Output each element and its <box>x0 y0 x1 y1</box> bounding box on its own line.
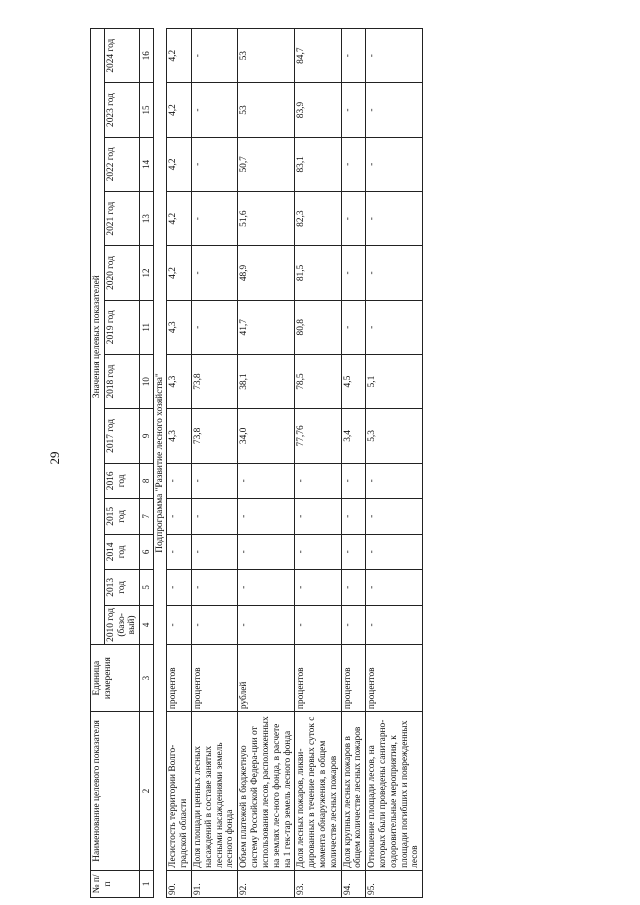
indicator-name-cell: Доля крупных лесных пожаров в общем количестве лесных пожаров <box>341 712 366 871</box>
indicator-name-cell: Лесистость территории Волго-градской области <box>167 712 192 871</box>
value-cell: 83,9 <box>295 83 341 137</box>
value-cell: 4,2 <box>167 192 192 246</box>
value-cell: - <box>238 463 295 499</box>
unit-cell: процентов <box>341 645 366 712</box>
header-year: 2014 год <box>104 534 139 570</box>
value-cell: 77,76 <box>295 409 341 463</box>
value-cell: - <box>341 300 366 354</box>
value-cell: - <box>341 463 366 499</box>
value-cell: - <box>192 29 238 83</box>
value-cell: - <box>192 534 238 570</box>
table-body <box>140 29 423 898</box>
header-name: Наименование целевого показателя <box>91 712 140 871</box>
value-cell: - <box>366 29 423 83</box>
value-cell: 34,0 <box>238 409 295 463</box>
value-cell: - <box>238 605 295 645</box>
value-cell: 38,1 <box>238 354 295 408</box>
column-number-cell: 14 <box>140 137 153 191</box>
header-year: 2020 год <box>104 246 139 300</box>
value-cell: - <box>295 499 341 535</box>
row-number-cell: 90. <box>167 870 192 897</box>
table-row <box>167 29 192 898</box>
column-number-cell: 2 <box>140 712 153 871</box>
indicator-name-cell: Отношение площади лесов, на которых были проведены санитарно-оздоровительные мероприятия, к площади погибших и поврежденных лесов <box>366 712 423 871</box>
unit-cell: процентов <box>192 645 238 712</box>
value-cell: 81,5 <box>295 246 341 300</box>
section-title: Подпрограмма "Развитие лесного хозяйства" <box>153 29 167 898</box>
value-cell: 82,3 <box>295 192 341 246</box>
value-cell: - <box>167 463 192 499</box>
value-cell: 3,4 <box>341 409 366 463</box>
value-cell: 41,7 <box>238 300 295 354</box>
value-cell: - <box>366 463 423 499</box>
value-cell: - <box>238 499 295 535</box>
value-cell: - <box>341 570 366 606</box>
header-year: 2024 год <box>104 29 139 83</box>
value-cell: - <box>366 300 423 354</box>
header-no: № п/п <box>91 870 140 897</box>
value-cell: 4,3 <box>167 354 192 408</box>
column-number-cell: 3 <box>140 645 153 712</box>
header-year: 2021 год <box>104 192 139 246</box>
value-cell: - <box>366 605 423 645</box>
value-cell: - <box>192 83 238 137</box>
header-year: 2010 год (базо-вый) <box>104 605 139 645</box>
unit-cell: процентов <box>366 645 423 712</box>
column-number-cell: 5 <box>140 570 153 606</box>
row-number-cell: 92. <box>238 870 295 897</box>
value-cell: - <box>167 499 192 535</box>
header-year: 2022 год <box>104 137 139 191</box>
value-cell: - <box>366 246 423 300</box>
value-cell: - <box>167 534 192 570</box>
value-cell: 73,8 <box>192 409 238 463</box>
value-cell: - <box>366 137 423 191</box>
column-number-cell: 16 <box>140 29 153 83</box>
header-row-1 <box>91 29 105 898</box>
value-cell: - <box>192 192 238 246</box>
target-indicators-table <box>90 28 423 898</box>
column-number-cell: 8 <box>140 463 153 499</box>
indicator-name-cell: Доля площади ценных лесных насаждений в составе занятых лесными насаждениями земель лесного фонда <box>192 712 238 871</box>
value-cell: 53 <box>238 29 295 83</box>
value-cell: 50,7 <box>238 137 295 191</box>
column-number-cell: 4 <box>140 605 153 645</box>
section-row <box>153 29 167 898</box>
value-cell: - <box>295 463 341 499</box>
value-cell: - <box>341 29 366 83</box>
value-cell: 80,8 <box>295 300 341 354</box>
header-year: 2016 год <box>104 463 139 499</box>
value-cell: 4,3 <box>167 300 192 354</box>
value-cell: 83,1 <box>295 137 341 191</box>
value-cell: 51,6 <box>238 192 295 246</box>
indicator-name-cell: Доля лесных пожаров, ликви-дированных в течение первых суток с момента обнаружения, в общем количестве лесных пожаров <box>295 712 341 871</box>
value-cell: - <box>295 605 341 645</box>
header-values-group: Значения целевых показателей <box>91 29 105 645</box>
unit-cell: рублей <box>238 645 295 712</box>
value-cell: 4,3 <box>167 409 192 463</box>
value-cell: 5,1 <box>366 354 423 408</box>
header-year: 2017 год <box>104 409 139 463</box>
value-cell: 4,2 <box>167 137 192 191</box>
table-row <box>366 29 423 898</box>
header-year: 2015 год <box>104 499 139 535</box>
value-cell: 53 <box>238 83 295 137</box>
page-number: 29 <box>47 451 62 465</box>
column-number-cell: 11 <box>140 300 153 354</box>
value-cell: - <box>192 605 238 645</box>
unit-cell: процентов <box>167 645 192 712</box>
value-cell: 78,5 <box>295 354 341 408</box>
column-number-cell: 6 <box>140 534 153 570</box>
value-cell: - <box>192 300 238 354</box>
column-number-cell: 12 <box>140 246 153 300</box>
value-cell: - <box>341 605 366 645</box>
value-cell: - <box>366 192 423 246</box>
value-cell: - <box>366 534 423 570</box>
value-cell: 5,3 <box>366 409 423 463</box>
header-year: 2018 год <box>104 354 139 408</box>
value-cell: - <box>238 570 295 606</box>
column-number-cell: 10 <box>140 354 153 408</box>
table-row <box>341 29 366 898</box>
header-year: 2019 год <box>104 300 139 354</box>
value-cell: - <box>341 192 366 246</box>
value-cell: 4,2 <box>167 83 192 137</box>
value-cell: - <box>192 137 238 191</box>
indicator-name-cell: Объем платежей в бюджетную систему Российской Федера-ции от использования лесов, расположенных на землях лес-ного фонда, в расчете на 1 гек-тар земель лесного фонда <box>238 712 295 871</box>
value-cell: - <box>295 534 341 570</box>
header-unit: Единица измерения <box>91 645 140 712</box>
column-numbers-row <box>140 29 153 898</box>
value-cell: 48,9 <box>238 246 295 300</box>
value-cell: - <box>341 534 366 570</box>
unit-cell: процентов <box>295 645 341 712</box>
column-number-cell: 9 <box>140 409 153 463</box>
value-cell: - <box>238 534 295 570</box>
column-number-cell: 15 <box>140 83 153 137</box>
value-cell: - <box>366 570 423 606</box>
table-row <box>238 29 295 898</box>
value-cell: - <box>341 83 366 137</box>
value-cell: - <box>341 246 366 300</box>
row-number-cell: 91. <box>192 870 238 897</box>
column-number-cell: 7 <box>140 499 153 535</box>
value-cell: 73,8 <box>192 354 238 408</box>
value-cell: - <box>341 499 366 535</box>
target-indicators-table-container <box>90 28 423 898</box>
row-number-cell: 95. <box>366 870 423 897</box>
column-number-cell: 13 <box>140 192 153 246</box>
value-cell: 4,2 <box>167 246 192 300</box>
value-cell: - <box>192 570 238 606</box>
column-number-cell: 1 <box>140 870 153 897</box>
value-cell: 4,5 <box>341 354 366 408</box>
value-cell: - <box>192 246 238 300</box>
value-cell: - <box>167 605 192 645</box>
row-number-cell: 93. <box>295 870 341 897</box>
value-cell: - <box>192 499 238 535</box>
header-year: 2023 год <box>104 83 139 137</box>
row-number-cell: 94. <box>341 870 366 897</box>
value-cell: - <box>192 463 238 499</box>
value-cell: 84,7 <box>295 29 341 83</box>
value-cell: - <box>167 570 192 606</box>
header-year: 2013 год <box>104 570 139 606</box>
value-cell: - <box>366 83 423 137</box>
value-cell: 4,2 <box>167 29 192 83</box>
value-cell: - <box>366 499 423 535</box>
value-cell: - <box>341 137 366 191</box>
value-cell: - <box>295 570 341 606</box>
table-row <box>295 29 341 898</box>
table-row <box>192 29 238 898</box>
